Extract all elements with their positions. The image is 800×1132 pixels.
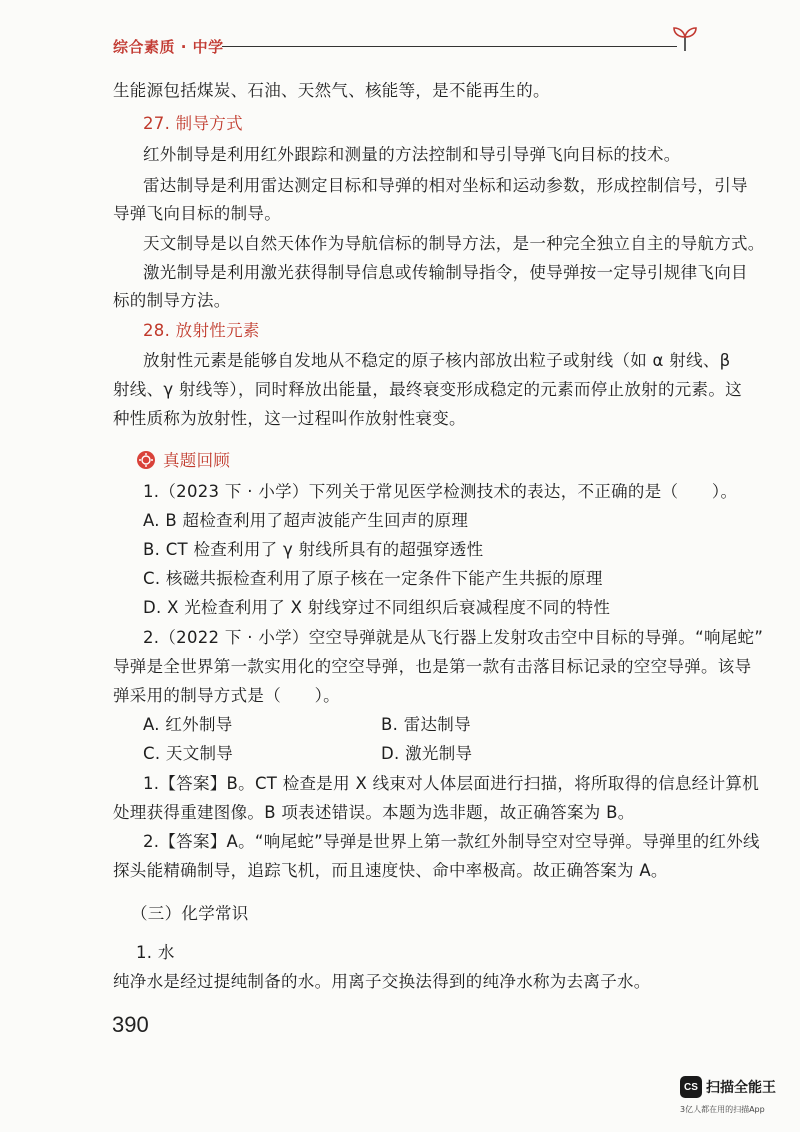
option-line: A. B 超检查利用了超声波能产生回声的原理 [143,511,469,530]
text-line: 导弹飞向目标的制导。 [113,204,281,223]
text-line: 纯净水是经过提纯制备的水。用离子交换法得到的纯净水称为去离子水。 [113,972,651,991]
option-line: B. CT 检查利用了 γ 射线所具有的超强穿透性 [143,540,484,559]
text-line: 标的制导方法。 [113,291,231,310]
option-line: B. 雷达制导 [381,715,471,734]
option-line: D. 激光制导 [381,744,473,763]
text-line: 红外制导是利用红外跟踪和测量的方法控制和导引导弹飞向目标的技术。 [143,145,681,164]
text-line: 导弹是全世界第一款实用化的空空导弹，也是第一款有击落目标记录的空空导弹。该导 [113,657,752,676]
text-line: 雷达制导是利用雷达测定目标和导弹的相对坐标和运动参数，形成控制信号，引导 [143,176,748,195]
camscanner-logo: CS [680,1076,702,1098]
text-line: 探头能精确制导，追踪飞机，而且速度快、命中率极高。故正确答案为 A。 [113,861,668,880]
option-line: A. 红外制导 [143,715,233,734]
subsection-item-heading: 1. 水 [136,943,175,962]
text-line: 放射性元素是能够自发地从不稳定的原子核内部放出粒子或射线（如 α 射线、β [143,351,731,370]
section-heading-27: 27. 制导方式 [143,114,243,133]
question-2: 2.（2022 下 · 小学）空空导弹就是从飞行器上发射攻击空中目标的导弹。“响尾蛇” [143,628,764,647]
option-line: C. 天文制导 [143,744,234,763]
text-line: 生能源包括煤炭、石油、天然气、核能等，是不能再生的。 [113,81,550,100]
text-line: 处理获得重建图像。B 项表述错误。本题为选非题，故正确答案为 B。 [113,803,635,822]
page-number: 390 [112,1012,149,1037]
answer-1: 1.【答案】B。CT 检查是用 X 线束对人体层面进行扫描，将所取得的信息经计算机 [143,774,759,793]
subsection-heading: （三）化学常识 [131,904,249,923]
text-line: 天文制导是以自然天体作为导航信标的制导方法，是一种完全独立自主的导航方式。 [143,234,765,253]
question-1: 1.（2023 下 · 小学）下列关于常见医学检测技术的表达，不正确的是（ ）。 [143,482,738,501]
text-line: 射线、γ 射线等），同时释放出能量，最终衰变形成稳定的元素而停止放射的元素。这 [113,380,742,399]
header-rule [222,46,677,47]
section-heading-28: 28. 放射性元素 [143,321,260,340]
watermark-name: 扫描全能王 [706,1080,776,1096]
section-heading-review: 真题回顾 [163,451,231,470]
sprout-icon [670,24,700,52]
option-line: C. 核磁共振检查利用了原子核在一定条件下能产生共振的原理 [143,569,603,588]
header-title: 综合素质 · 中学 [113,38,224,56]
text-line: 弹采用的制导方式是（ ）。 [113,686,340,705]
review-badge-icon [136,450,156,470]
option-line: D. X 光检查利用了 X 射线穿过不同组织后衰减程度不同的特性 [143,598,611,617]
answer-2: 2.【答案】A。“响尾蛇”导弹是世界上第一款红外制导空对空导弹。导弹里的红外线 [143,832,760,851]
text-line: 激光制导是利用激光获得制导信息或传输制导指令，使导弹按一定导引规律飞向目 [143,263,748,282]
watermark-slogan: 3亿人都在用的扫描App [680,1105,765,1114]
text-line: 种性质称为放射性，这一过程叫作放射性衰变。 [113,409,466,428]
